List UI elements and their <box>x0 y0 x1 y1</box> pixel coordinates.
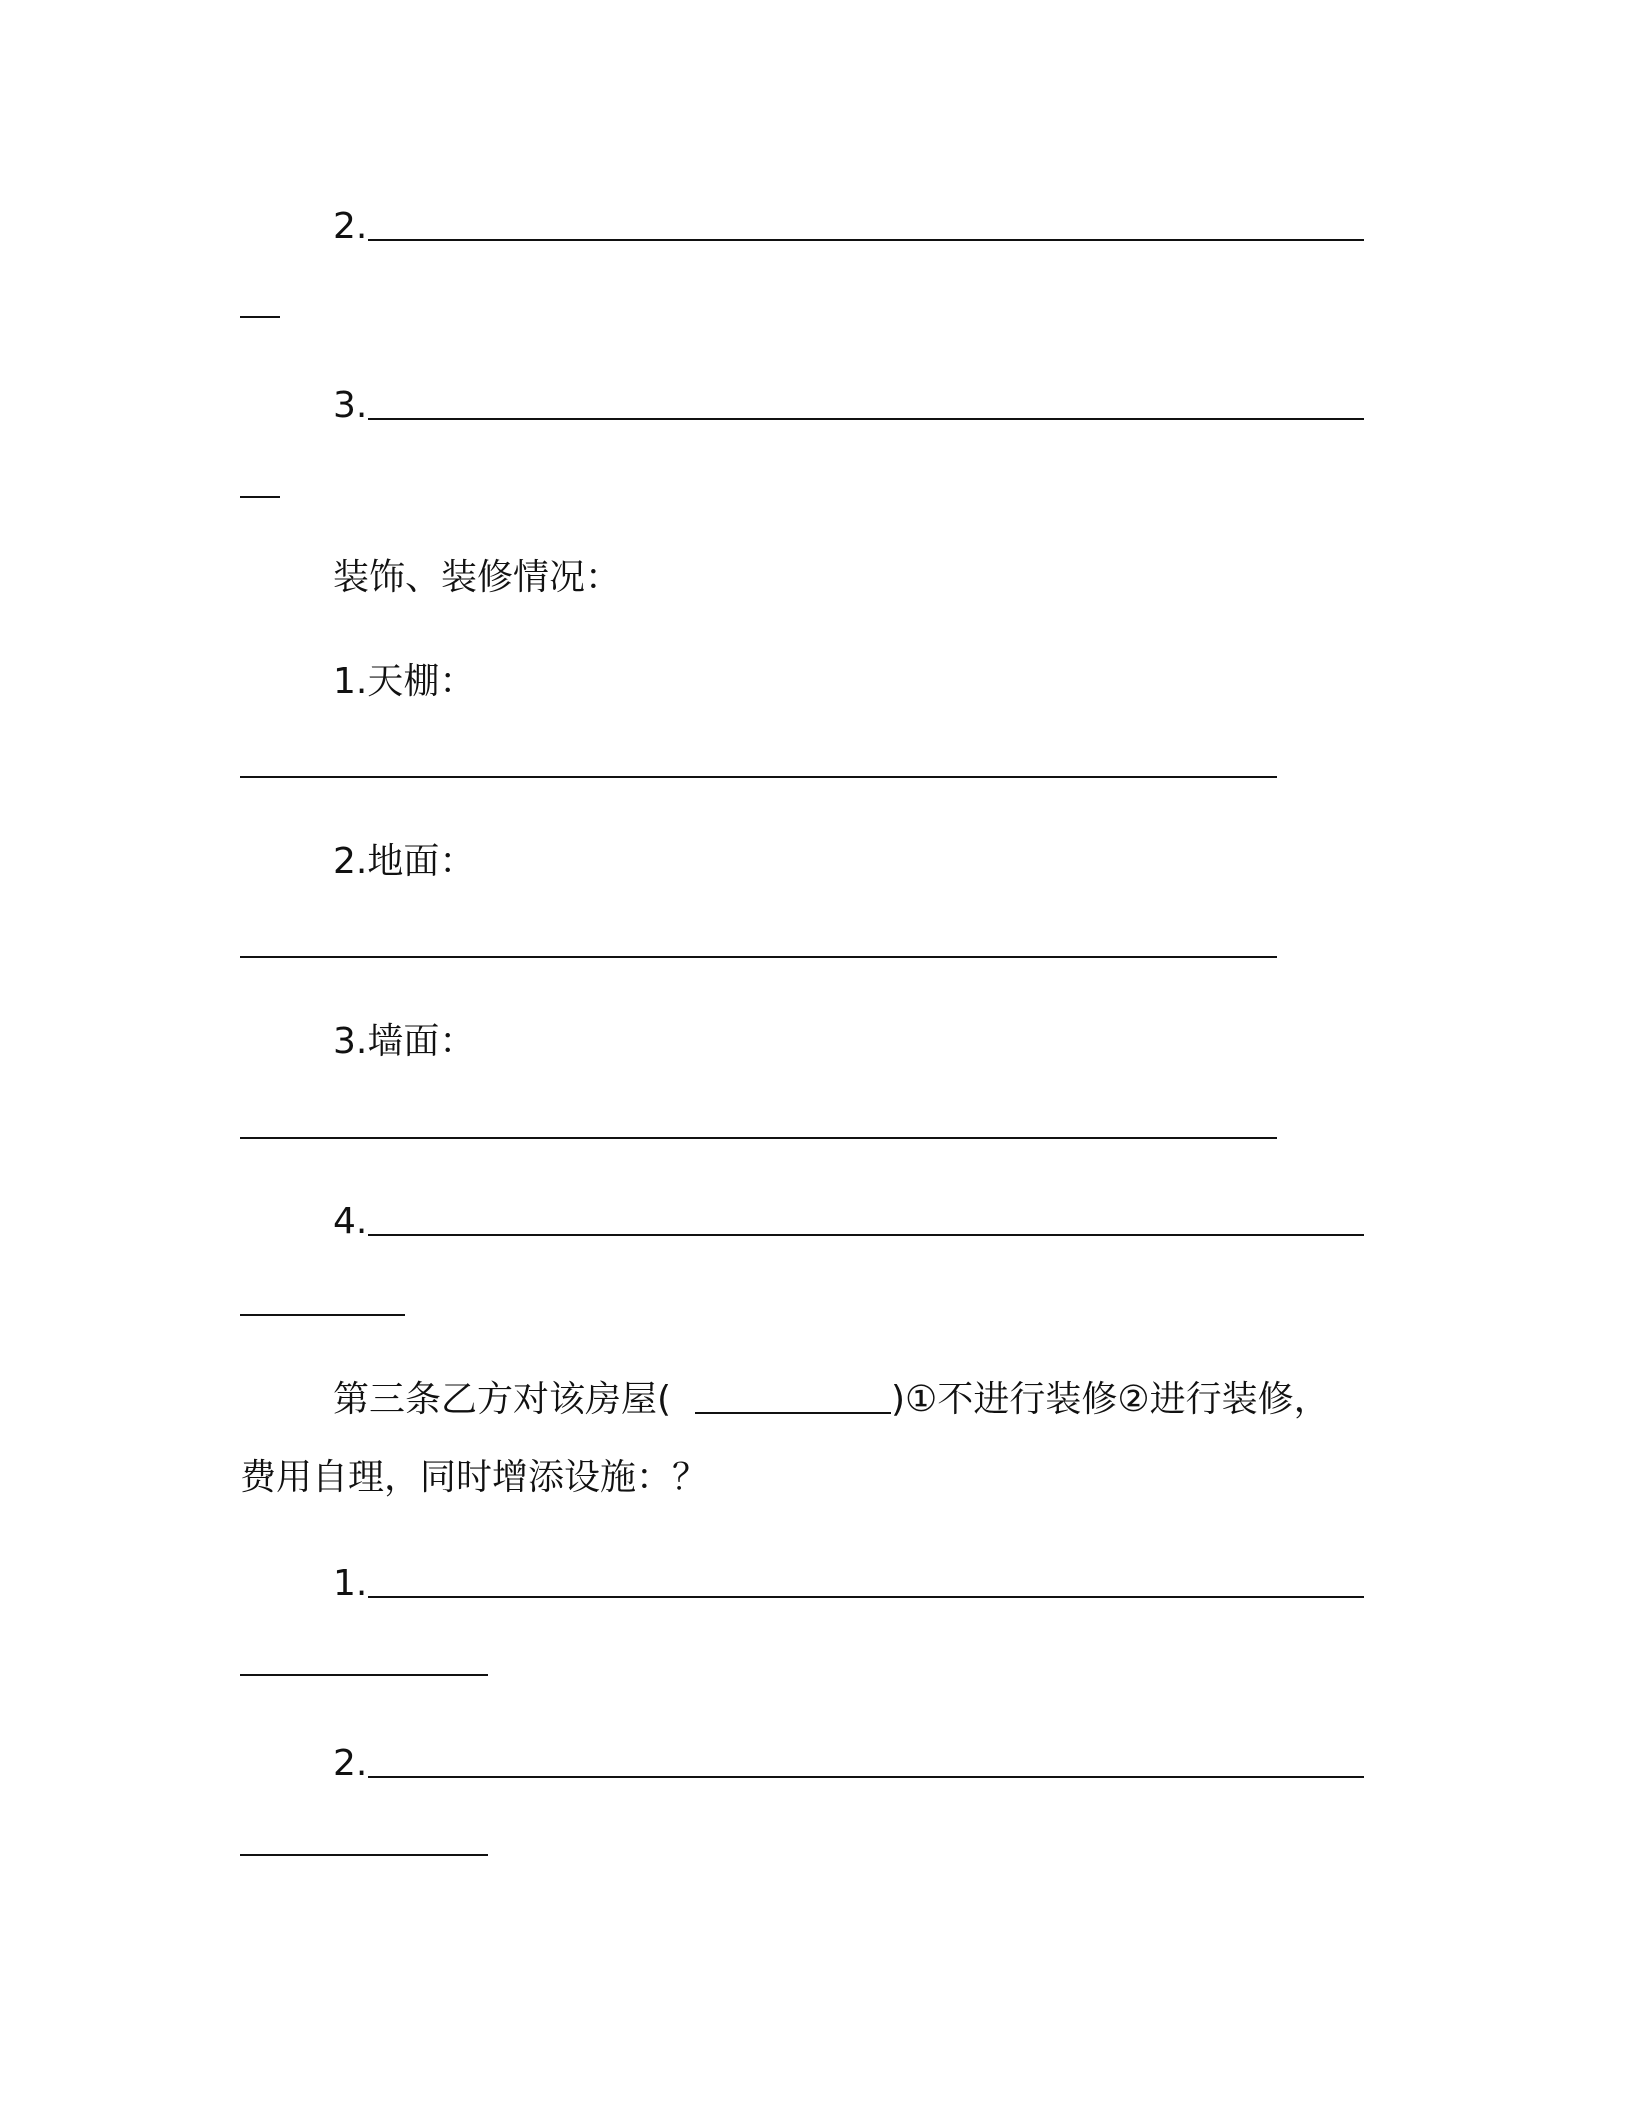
floor-blank-line[interactable] <box>240 956 1277 958</box>
item-2-blank-line[interactable] <box>368 239 1364 241</box>
item-4-number: 4. <box>333 1201 368 1242</box>
facility-2-number: 2. <box>333 1743 368 1784</box>
article-3-options: )①不进行装修②进行装修， <box>891 1379 1330 1420</box>
article-3-choice-blank[interactable] <box>695 1412 891 1414</box>
item-3-blank-line[interactable] <box>368 418 1364 420</box>
facility-2-blank-line[interactable] <box>368 1776 1364 1778</box>
item-3-number: 3. <box>333 385 368 426</box>
facility-1-blank-line[interactable] <box>368 1596 1364 1598</box>
item-4-blank-line[interactable] <box>368 1234 1364 1236</box>
wall-label: 3.墙面： <box>333 1021 476 1062</box>
article-3-continuation: 费用自理，同时增添设施：？ <box>240 1457 709 1498</box>
wall-blank-line[interactable] <box>240 1137 1277 1139</box>
item-2-number: 2. <box>333 206 368 247</box>
article-3-lead: 第三条乙方对该房屋( <box>333 1379 672 1420</box>
item-2-blank-continuation[interactable] <box>240 316 280 318</box>
item-4-blank-continuation[interactable] <box>240 1314 405 1316</box>
facility-1-blank-continuation[interactable] <box>240 1674 488 1676</box>
decoration-heading: 装饰、装修情况： <box>333 557 622 598</box>
ceiling-blank-line[interactable] <box>240 776 1277 778</box>
floor-label: 2.地面： <box>333 841 476 882</box>
item-3-blank-continuation[interactable] <box>240 496 280 498</box>
facility-2-blank-continuation[interactable] <box>240 1854 488 1856</box>
facility-1-number: 1. <box>333 1563 368 1604</box>
ceiling-label: 1.天棚： <box>333 661 476 702</box>
